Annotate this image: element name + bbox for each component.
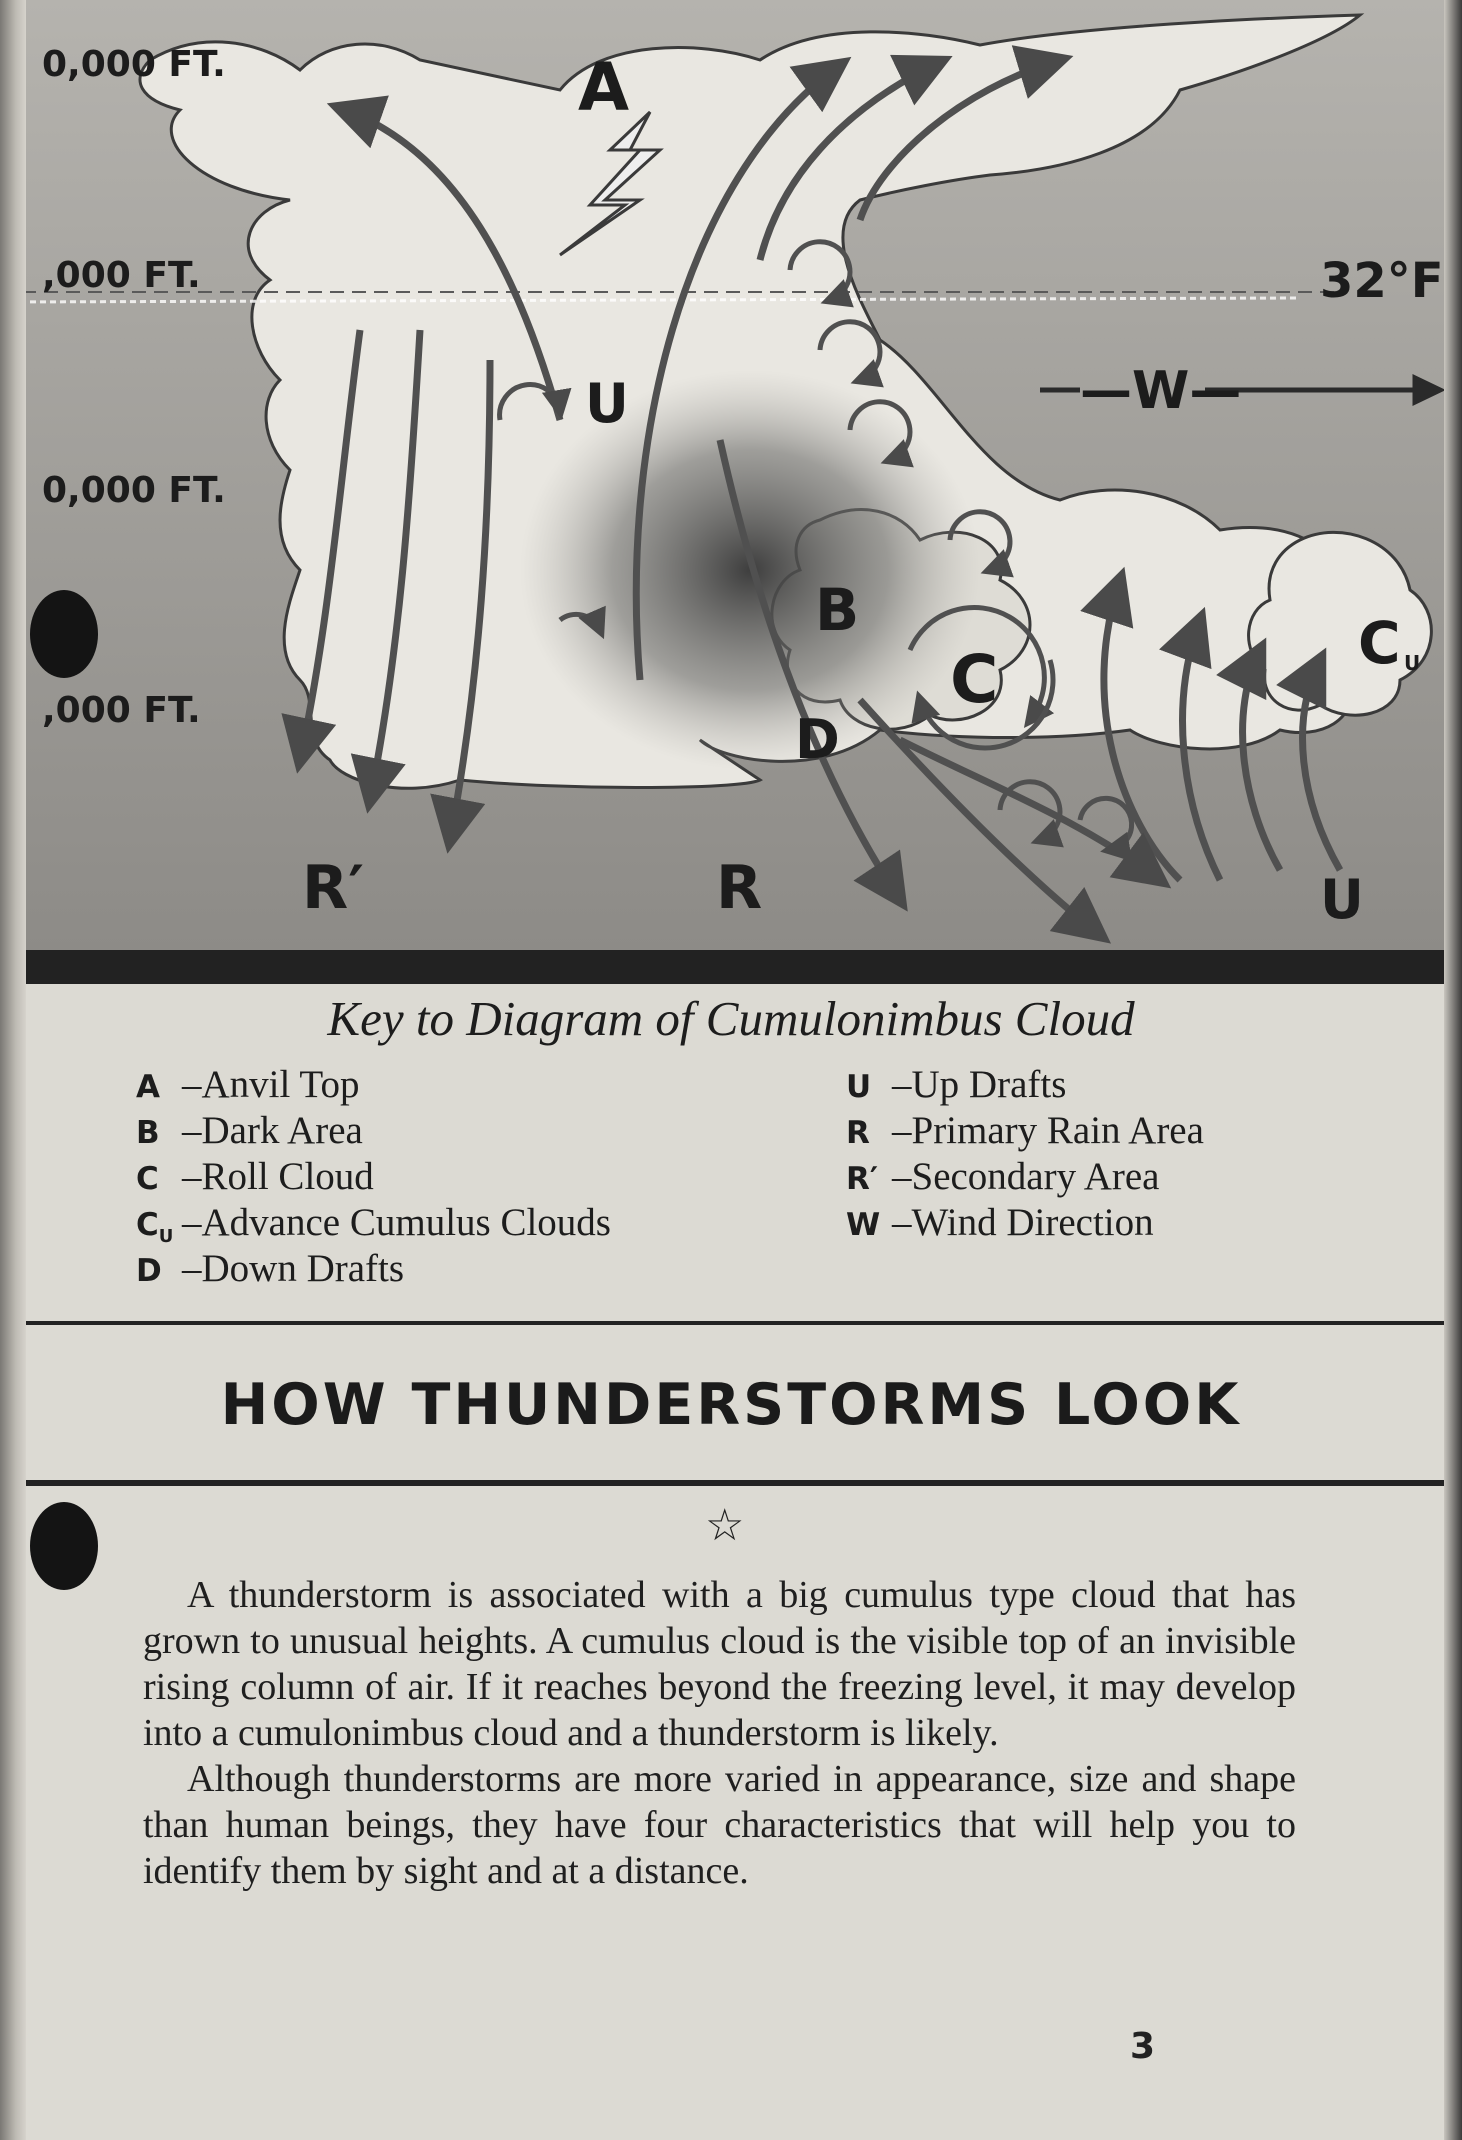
key-item-b (136, 1108, 611, 1154)
label-b: B (815, 576, 860, 644)
key-item-u (846, 1062, 1204, 1108)
key-item-w (846, 1200, 1204, 1246)
key-letter: D (136, 1253, 162, 1289)
label-r: R (716, 853, 763, 923)
key-letter: A (136, 1069, 160, 1105)
star-ornament-icon: ☆ (705, 1501, 745, 1550)
page-right-edge (1444, 0, 1462, 2140)
heading-bottom-rule (20, 1480, 1462, 1486)
key-letter-main: C (136, 1207, 159, 1243)
key-text: –Roll Cloud (182, 1155, 374, 1198)
key-text: –Secondary Area (892, 1155, 1160, 1198)
binder-hole-top (30, 590, 98, 678)
key-letter: R (846, 1115, 870, 1151)
key-text: –Up Drafts (892, 1063, 1067, 1106)
key-item-a (136, 1062, 611, 1108)
key-item-r (846, 1108, 1204, 1154)
key-item-r-prime (846, 1154, 1204, 1200)
key-letter: W (846, 1207, 881, 1243)
altitude-label-2: ,000 FT. (42, 255, 201, 296)
key-letter: B (136, 1115, 160, 1151)
label-r-prime: R′ (302, 853, 365, 923)
key-letter: U (846, 1069, 872, 1105)
paragraph-2: Although thunderstorms are more varied in appearance, size and shape than human beings, they have four characteristics that will help you to identify them by sight and at a distance. (143, 1758, 1296, 1892)
key-title: Key to Diagram of Cumulonimbus Cloud (327, 991, 1135, 1046)
key-text: –Primary Rain Area (892, 1109, 1204, 1152)
altitude-label-1: 0,000 FT. (42, 44, 226, 85)
label-cu: C (1358, 609, 1401, 677)
binder-hole-bottom (30, 1502, 98, 1590)
diagram-bottom-rule (20, 950, 1462, 984)
key-right-column (846, 1062, 1204, 1246)
key-text: –Dark Area (182, 1109, 363, 1152)
key-item-c (136, 1154, 611, 1200)
cumulonimbus-diagram (0, 0, 1462, 950)
key-item-cu (136, 1200, 611, 1246)
label-c: C (950, 641, 999, 718)
altitude-label-4: ,000 FT. (42, 690, 201, 731)
key-letter: C (136, 1161, 159, 1197)
key-text: –Wind Direction (892, 1201, 1154, 1244)
body-text (143, 1572, 1296, 1894)
label-a: A (578, 49, 630, 126)
paragraph-1: A thunderstorm is associated with a big cumulus type cloud that has grown to unusual heights. A cumulus cloud is the visible top of an invisible rising column of air. If it reaches beyond the freezing level, it may develop into a cumulonimbus cloud and a thunderstorm is likely. (143, 1574, 1296, 1754)
key-text: –Down Drafts (182, 1247, 405, 1290)
key-letter: R′ (846, 1161, 879, 1197)
page-binding (0, 0, 26, 2140)
label-d: D (795, 708, 840, 771)
label-u-bottom: U (1320, 868, 1364, 931)
temperature-label: 32°F (1320, 253, 1444, 309)
key-left-column (136, 1062, 611, 1292)
page-number: 3 (1130, 2026, 1156, 2067)
key-text: –Advance Cumulus Clouds (182, 1201, 611, 1244)
key-text: –Anvil Top (182, 1063, 360, 1106)
key-letter-sub: U (158, 1226, 174, 1248)
label-u-top: U (585, 372, 629, 435)
key-item-d (136, 1246, 611, 1292)
altitude-label-3: 0,000 FT. (42, 470, 226, 511)
section-heading: HOW THUNDERSTORMS LOOK (220, 1372, 1242, 1438)
label-cu-sub: U (1404, 651, 1421, 675)
label-w: —W— (1080, 361, 1242, 421)
key-bottom-rule (20, 1321, 1462, 1325)
